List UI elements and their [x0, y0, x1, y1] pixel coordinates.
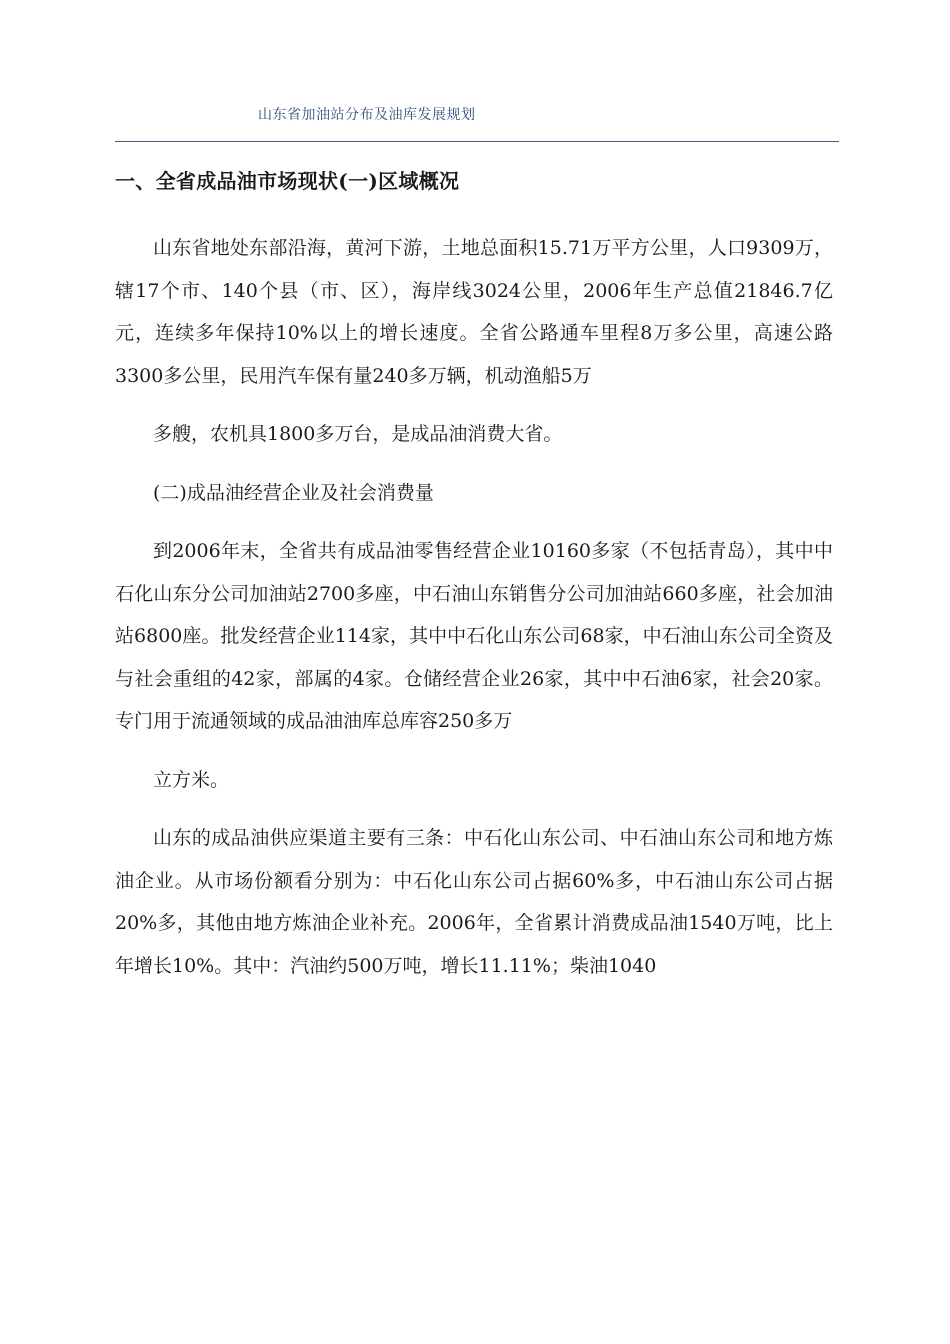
header-divider [115, 141, 839, 142]
section-heading: 一、全省成品油市场现状(一)区域概况 [115, 169, 460, 193]
subsection-heading-enterprises: (二)成品油经营企业及社会消费量 [153, 481, 434, 504]
page-body [115, 166, 833, 987]
paragraph-enterprises: 到2006年末，全省共有成品油零售经营企业10160多家（不包括青岛），其中中石化山东分公司加油站2700多座，中石油山东销售分公司加油站660多座，社会加油站6800座。批发经营企业114家，其中中石化山东公司68家，中石油山东公司全资及与社会重组的42家，部属的4家。仓储经营企业26家，其中中石油6家，社会20家。专门用于流通领域的成品油油库总库容250多万 [115, 540, 833, 732]
paragraph-supply-channels: 山东的成品油供应渠道主要有三条：中石化山东公司、中石油山东公司和地方炼油企业。从市场份额看分别为：中石化山东公司占据60%多，中石油山东公司占据20%多，其他由地方炼油企业补充。2006年，全省累计消费成品油1540万吨，比上年增长10%。其中：汽油约500万吨，增长11.11%；柴油1040 [115, 827, 833, 977]
running-header: 山东省加油站分布及油库发展规划 [258, 107, 476, 123]
paragraph-regional-overview: 山东省地处东部沿海，黄河下游，土地总面积15.71万平方公里，人口9309万，辖17个市、140个县（市、区），海岸线3024公里，2006年生产总值21846.7亿元，连续多年保持10%以上的增长速度。全省公路通车里程8万多公里，高速公路3300多公里，民用汽车保有量240多万辆，机动渔船5万 [115, 237, 833, 387]
paragraph-regional-overview-continued: 多艘，农机具1800多万台，是成品油消费大省。 [153, 423, 563, 445]
paragraph-enterprises-continued: 立方米。 [153, 768, 230, 791]
